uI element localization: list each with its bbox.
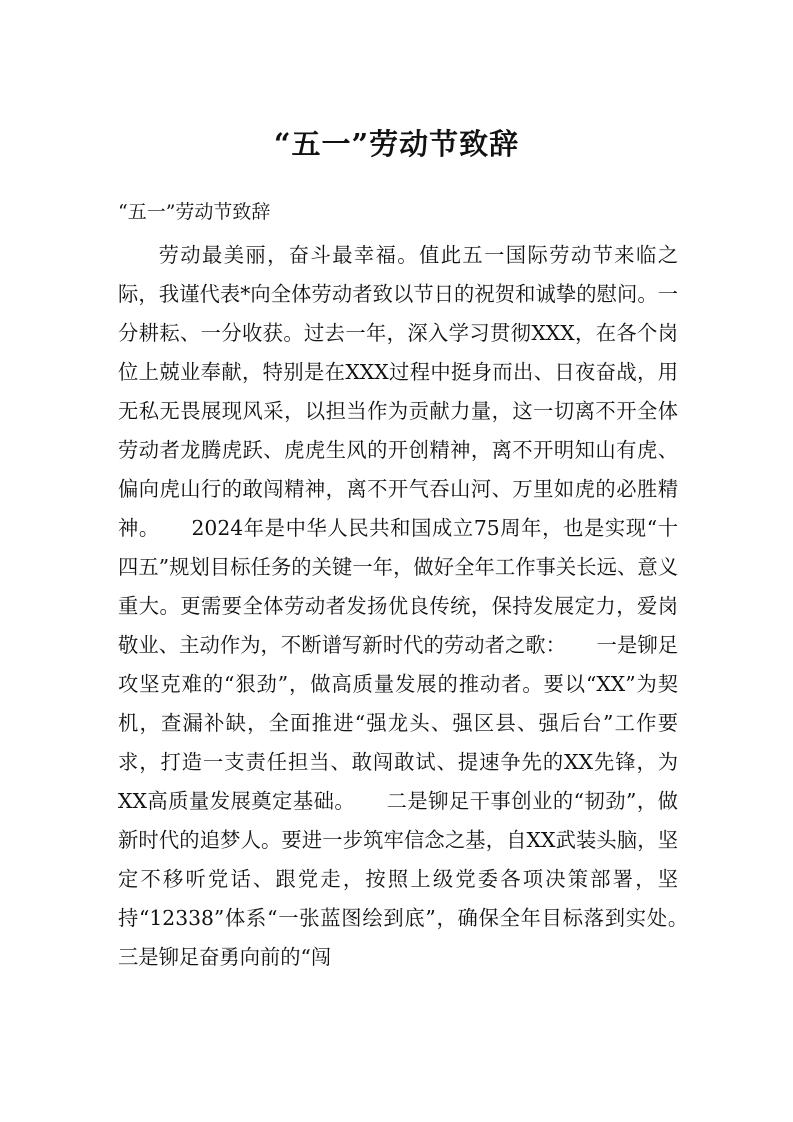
document-title: “五一”劳动节致辞 [273, 127, 520, 161]
document-subtitle: “五一”劳动节致辞 [118, 201, 271, 223]
document-body: 劳动最美丽，奋斗最幸福。值此五一国际劳动节来临之际，我谨代表*向全体劳动者致以节日的祝贺和诚挚的慰问。一分耕耘、一分收获。过去一年，深入学习贯彻XXX，在各个岗位上兢业奉献，特别是在XXX过程中挺身而出、日夜奋战，用无私无畏展现风采，以担当作为贡献力量，这一切离不开全体劳动者龙腾虎跃、虎虎生风的开创精神，离不开明知山有虎、偏向虎山行的敢闯精神，离不开气吞山河、万里如虎的必胜精神。 2024年是中华人民共和国成立75周年，也是实现“十四五”规划目标任务的关键一年，做好全年工作事关长远、意义重大。更需要全体劳动者发扬优良传统，保持发展定力，爱岗敬业、主动作为，不断谱写新时代的劳动者之歌： 一是铆足攻坚克难的“狠劲”，做高质量发展的推动者。要以“XX”为契机，查漏补缺，全面推进“强龙头、强区县、强后台”工作要求，打造一支责任担当、敢闯敢试、提速争先的XX先锋，为XX高质量发展奠定基础。 二是铆足干事创业的“韧劲”，做新时代的追梦人。要进一步筑牢信念之基，自XX武装头脑，坚定不移听党话、跟党走，按照上级党委各项决策部署，坚持“12338”体系“一张蓝图绘到底”，确保全年目标落到实处。 三是铆足奋勇向前的“闯 [118, 243, 719, 969]
